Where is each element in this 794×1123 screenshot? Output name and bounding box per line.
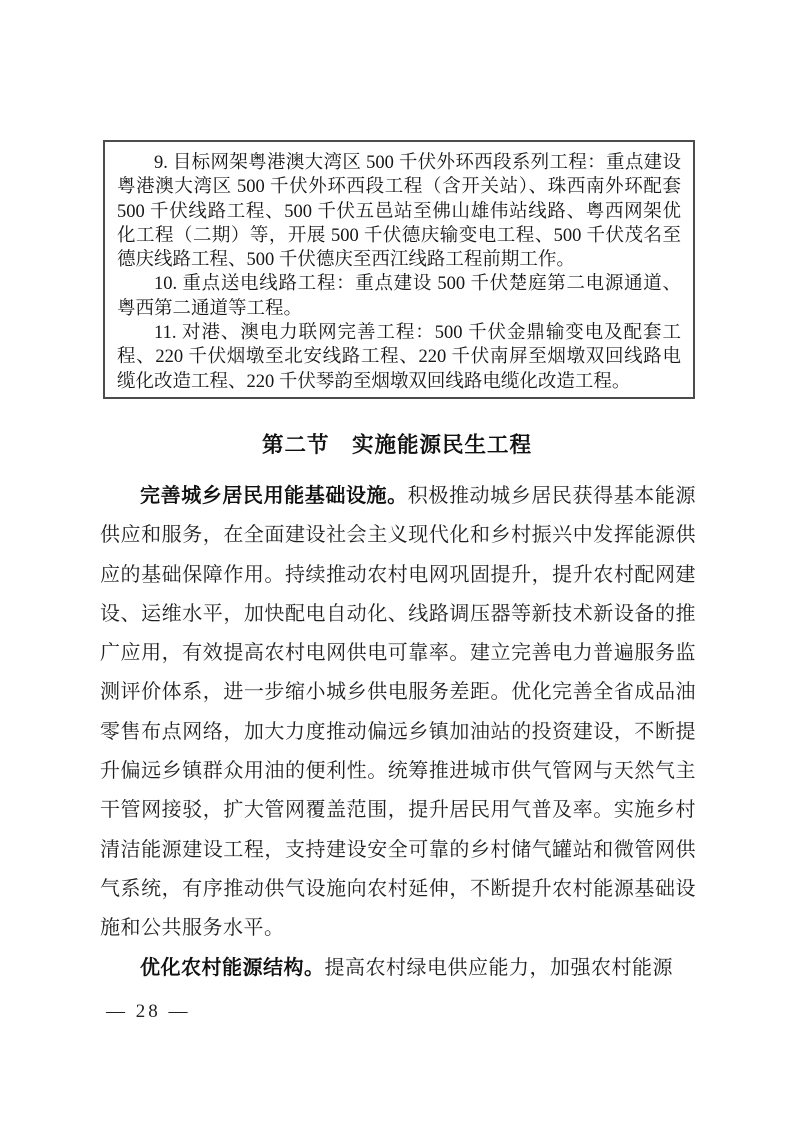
paragraph-rural-energy-structure	[100, 949, 696, 988]
paragraph-2-bold-lead: 优化农村能源结构。	[140, 956, 325, 979]
paragraph-energy-infrastructure	[100, 477, 696, 949]
box-item-11: 11. 对港、澳电力联网完善工程：500 千伏金鼎输变电及配套工程、220 千伏烟墩至北安线路工程、220 千伏南屏至烟墩双回线路电缆化改造工程、220 千伏琴韵至烟墩双回线路电缆化改造工程。	[117, 323, 681, 392]
section-heading: 第二节 实施能源民生工程	[261, 433, 532, 457]
paragraph-2-text: 提高农村绿电供应能力，加强农村能源	[324, 956, 673, 979]
page-number: — 28 —	[106, 1001, 191, 1022]
box-item-10: 10. 重点送电线路工程：重点建设 500 千伏楚庭第二电源通道、粤西第二通道等工程。	[117, 274, 681, 319]
project-list-box	[103, 140, 695, 399]
paragraph-1-text: 积极推动城乡居民获得基本能源供应和服务，在全面建设社会主义现代化和乡村振兴中发挥能源供应的基础保障作用。持续推动农村电网巩固提升，提升农村配网建设、运维水平，加快配电自动化、线路调压器等新技术新设备的推广应用，有效提高农村电网供电可靠率。建立完善电力普遍服务监测评价体系，进一步缩小城乡供电服务差距。优化完善全省成品油零售布点网络，加大力度推动偏远乡镇加油站的投资建设，不断提升偏远乡镇群众用油的便利性。统筹推进城市供气管网与天然气主干管网接驳，扩大管网覆盖范围，提升居民用气普及率。实施乡村清洁能源建设工程，支持建设安全可靠的乡村储气罐站和微管网供气系统，有序推动供气设施向农村延伸，不断提升农村能源基础设施和公共服务水平。	[100, 485, 696, 940]
paragraph-1-bold-lead: 完善城乡居民用能基础设施。	[140, 485, 408, 507]
body-text-block	[100, 477, 696, 988]
box-item-9: 9. 目标网架粤港澳大湾区 500 千伏外环西段系列工程：重点建设粤港澳大湾区 500 千伏外环西段工程（含开关站）、珠西南外环配套 500 千伏线路工程、500 千伏五邑站至佛山雄伟站线路、粤西网架优化工程（二期）等，开展 500 千伏德庆输变电工程、500 千伏茂名至德庆线路工程、500 千伏德庆至西江线路工程前期工作。	[117, 153, 681, 271]
